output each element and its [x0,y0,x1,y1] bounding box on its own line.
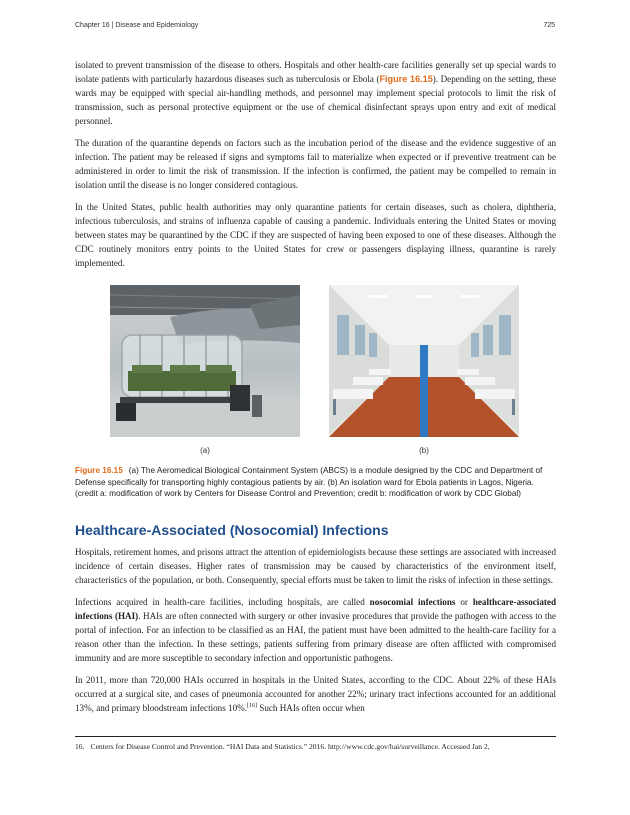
footnote [75,742,556,752]
section-heading: Healthcare-Associated (Nosocomial) Infections [75,521,389,538]
footnote-ref[interactable]: [16] [246,702,257,709]
term-nosocomial: nosocomial infections [369,596,456,607]
footnote-divider [75,736,556,737]
page-number: 725 [543,22,555,29]
paragraph-settings: Hospitals, retirement homes, and prisons attract the attention of epidemiologists because these settings are associated with increased incidence of certain diseases. Higher rates of transmission may be caused by characteristics of the environment itself, characteristics of the population, or both. Consequently, special efforts must be taken to limit the risks of infection in these settings. [75,546,556,585]
chapter-title: Chapter 16 | Disease and Epidemiology [75,22,199,29]
paragraph-hai-definition: Infections acquired in health-care facilities, including hospitals, are called nosocomial infections or healthcare-associated infections (HAI). HAIs are often connected with surgery or other invasive procedures that provide the pathogen with access to the portal of infection. For an infection to be classified as an HAI, the patient must have been admitted to the health-care facility for a reason other than the infection. In these settings, patients suffering from primary disease are often afflicted with compromised immunity and are more susceptible to secondary infection and opportunistic pathogens. [75,596,557,663]
footnote-number: 16. [75,742,85,751]
term-hai: healthcare-associated infections (HAI) [75,596,557,621]
figure-link[interactable]: Figure 16.15 [379,74,433,84]
paragraph-hai-statistics: In 2011, more than 720,000 HAIs occurred in hospitals in the United States, according to the CDC. About 22% of these HAIs occurred at a surgical site, and cases of pneumonia accounted for another 22%; urinary tract infections accounted for an additional 13%, and primary bloodstream infections 10%.[16] Such HAIs often occur when [75,674,556,713]
page-header [75,22,555,34]
abcs-module-photo [110,285,300,437]
isolation-ward-photo [329,285,519,437]
footnote-text: Centers for Disease Control and Prevention. “HAI Data and Statistics.” 2016. http://www.cdc.gov/hai/surveillance. Accessed Jan 2, [90,742,490,751]
figure-label-a: (a) [200,446,210,455]
paragraph-isolation-wards: isolated to prevent transmission of the disease to others. Hospitals and other health-care facilities generally set up special wards to isolate patients with particularly hazardous diseases such as tuberculosis or Ebola (Figure 16.15). Depending on the setting, these wards may be equipped with special air-handling methods, and personnel may implement special protocols to limit the risk of transmission, such as personal protective equipment or the use of chemical disinfectant sprays upon entry and exit of medical personnel. [75,60,556,126]
figure-caption [75,465,556,500]
paragraph-quarantine-duration: The duration of the quarantine depends on factors such as the incubation period of the disease and the evidence suggestive of an infection. The patient may be released if signs and symptoms fail to materialize when expected or if preventive treatment can be administered in order to limit the risk of transmission. If the infection is confirmed, the patient may be compelled to remain in isolation until the disease is no longer considered contagious. [75,138,556,190]
figure-caption-text: (a) The Aeromedical Biological Containment System (ABCS) is a module designed by the CDC and Department of Defense specifically for transporting highly contagious patients by air. (b) An isolation ward for Ebola patients in Lagos, Nigeria. (credit a: modification of work by Centers for Disease Control and Prevention; credit b: modification of work by CDC Global) [75,466,543,498]
figure-16-15 [75,285,556,461]
figure-caption-label: Figure 16.15 [75,466,123,475]
figure-label-b: (b) [419,446,429,455]
paragraph-us-quarantine: In the United States, public health authorities may only quarantine patients for certain diseases, such as cholera, diphtheria, infectious tuberculosis, and strains of influenza capable of causing a pandemic. Individuals entering the United States or moving between states may be quarantined by the CDC if they are suspected of having been exposed to one of these diseases. Although the CDC routinely monitors entry points to the United States for crew or passengers displaying illness, quarantine is rarely implemented. [75,202,556,268]
page-content [75,58,556,723]
